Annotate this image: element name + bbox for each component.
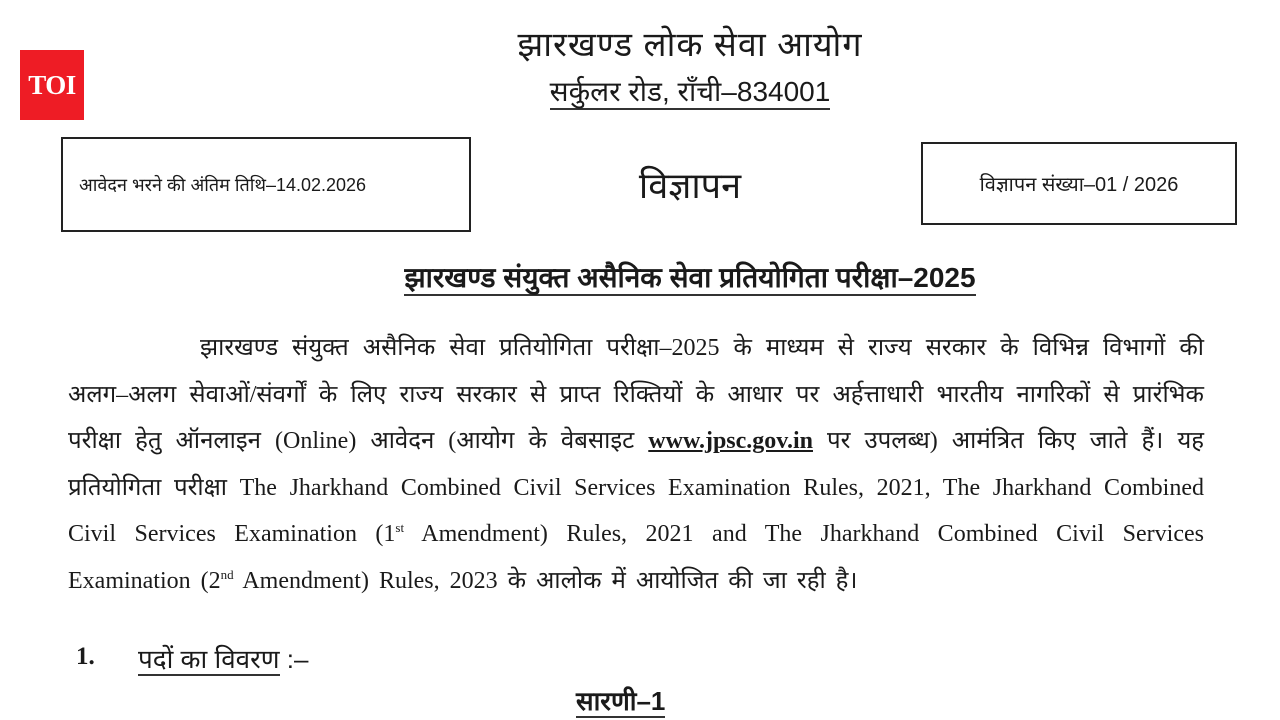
body-text-3: Amendment) Rules, 2021 and The Jharkhand Combined Civil Services Examination (2	[68, 521, 1204, 594]
superscript-nd: nd	[220, 566, 234, 582]
organization-address	[0, 69, 1280, 110]
organization-name: झारखण्ड लोक सेवा आयोग	[517, 26, 863, 64]
body-text-2: पर उपलब्ध) आमंत्रित किए जाते हैं। यह प्रतियोगिता परीक्षा The Jharkhand Combined Civil Services Examination Rules, 2021, The Jharkhand Combined Civil Services Examination (1	[68, 428, 1205, 547]
body-text-4: Amendment) Rules, 2023 के आलोक में आयोजित की जा रही है।	[233, 567, 858, 594]
section-title: पदों का विवरण	[138, 644, 280, 674]
body-text-1: झारखण्ड संयुक्त असैनिक सेवा प्रतियोगिता परीक्षा–2025 के माध्यम से राज्य सरकार के विभिन्न विभागों की अलग–अलग सेवाओं/संवर्गों के लिए राज्य सरकार से प्राप्त रिक्तियों के आधार पर अर्हत्ताधारी भारतीय नागरिकों से प्रारंभिक परीक्षा हेतु ऑनलाइन (Online) आवेदन (आयोग के वेबसाइट	[68, 335, 1204, 454]
deadline-text: आवेदन भरने की अंतिम तिथि–14.02.2026	[79, 174, 367, 195]
table-label-text: सारणी–1	[576, 686, 666, 716]
table-label	[576, 682, 665, 718]
section-heading	[138, 640, 308, 676]
address-text: सर्कुलर रोड, राँची–834001	[550, 76, 831, 110]
website-link[interactable]: www.jpsc.gov.in	[648, 428, 813, 454]
advertisement-number: विज्ञापन संख्या–01 / 2026	[979, 174, 1179, 196]
advertisement-number-box	[921, 142, 1237, 225]
section-number: 1.	[76, 643, 95, 670]
superscript-st: st	[395, 520, 405, 535]
advertisement-title: विज्ञापन	[638, 165, 742, 206]
body-paragraph	[68, 325, 1204, 604]
deadline-box	[61, 137, 471, 232]
exam-title-text: झारखण्ड संयुक्त असैनिक सेवा प्रतियोगिता परीक्षा–2025	[404, 262, 975, 296]
exam-title	[0, 258, 1280, 296]
toi-logo-text: TOI	[28, 69, 76, 100]
section-suffix: :–	[279, 644, 309, 674]
